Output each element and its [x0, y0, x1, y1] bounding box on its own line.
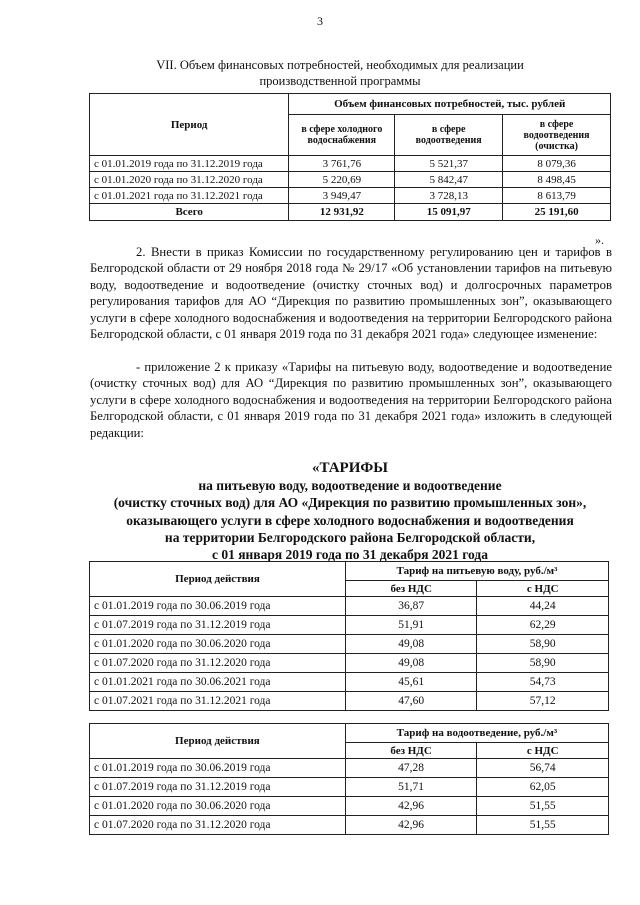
water-col-period: Период действия — [90, 562, 346, 597]
water-period: с 01.07.2020 года по 31.12.2020 года — [90, 654, 346, 673]
table-row — [90, 692, 609, 711]
wastewater-col-no-vat: без НДС — [345, 743, 477, 759]
wastewater-period: с 01.01.2020 года по 30.06.2020 года — [90, 797, 346, 816]
water-no-vat: 47,60 — [345, 692, 477, 711]
finance-cold: 3 761,76 — [289, 156, 395, 172]
tariffs-title-line3: (очистку сточных вод) для АО «Дирекция по развитию промышленных зон», — [113, 495, 587, 511]
wastewater-period: с 01.07.2020 года по 31.12.2020 года — [90, 816, 346, 835]
table-row — [90, 778, 609, 797]
water-col-group: Тариф на питьевую воду, руб./м³ — [345, 562, 608, 581]
finance-total-cleaning: 25 191,60 — [503, 204, 611, 221]
wastewater-period: с 01.01.2019 года по 30.06.2019 года — [90, 759, 346, 778]
water-col-no-vat: без НДС — [345, 581, 477, 597]
paragraph-appendix: - приложение 2 к приказу «Тарифы на питьевую воду, водоотведение и водоотведение (очистку сточных вод) для АО “Дирекция по развитию промышленных зон”, оказывающего услуги в сфере холодного водоснабжения и водоотведения на территории Белгородского района Белгородской области, с 01 января 2019 года по 31 декабря 2021 года» изложить в следующей редакции: — [90, 360, 612, 440]
water-no-vat: 51,91 — [345, 616, 477, 635]
table-row — [90, 597, 609, 616]
finance-cleaning: 8 498,45 — [503, 172, 611, 188]
tariffs-title-line5: на территории Белгородского района Белгородской области, — [164, 529, 536, 545]
paragraph-amendment: 2. Внести в приказ Комиссии по государственному регулированию цен и тарифов в Белгородской области от 29 ноября 2018 года № 29/17 «Об установлении тарифов на питьевую воду, водоотведение и водоотведение (очистку сточных вод) и долгосрочных параметров регулирования тарифов для АО “Дирекция по развитию промышленных зон”, оказывающего услуги в сфере холодного водоснабжения и водоотведения на территории Белгородского района Белгородской области, с 01 января 2019 года по 31 декабря 2021 года» следующее изменение: — [90, 245, 612, 342]
page-number: 3 — [317, 14, 323, 28]
finance-col-wastewater: в сфере водоотведения — [395, 115, 503, 156]
water-period: с 01.01.2019 года по 30.06.2019 года — [90, 597, 346, 616]
wastewater-period: с 01.07.2019 года по 31.12.2019 года — [90, 778, 346, 797]
wastewater-vat: 51,55 — [477, 816, 609, 835]
finance-total-label: Всего — [90, 204, 289, 221]
finance-cold: 3 949,47 — [289, 188, 395, 204]
finance-col-cleaning: в сфере водоотведения (очистка) — [503, 115, 611, 156]
tariffs-title-line4: оказывающего услуги в сфере холодного водоснабжения и водоотведения — [126, 512, 574, 528]
table-row — [90, 816, 609, 835]
wastewater-tariff-table — [89, 723, 609, 835]
water-period: с 01.01.2020 года по 30.06.2020 года — [90, 635, 346, 654]
finance-col-period: Период — [90, 94, 289, 156]
finance-period: с 01.01.2020 года по 31.12.2020 года — [90, 172, 289, 188]
finance-period: с 01.01.2019 года по 31.12.2019 года — [90, 156, 289, 172]
finance-total-cold: 12 931,92 — [289, 204, 395, 221]
finance-wastewater: 5 842,47 — [395, 172, 503, 188]
table-row — [90, 635, 609, 654]
table-row — [90, 616, 609, 635]
wastewater-col-vat: с НДС — [477, 743, 609, 759]
water-no-vat: 49,08 — [345, 654, 477, 673]
water-no-vat: 45,61 — [345, 673, 477, 692]
water-no-vat: 49,08 — [345, 635, 477, 654]
tariffs-title-line6: с 01 января 2019 года по 31 декабря 2021 года — [211, 547, 488, 563]
section-title-line1: VII. Объем финансовых потребностей, необходимых для реализации — [156, 58, 524, 72]
section-title — [60, 57, 620, 89]
water-period: с 01.01.2021 года по 30.06.2021 года — [90, 673, 346, 692]
tariffs-title — [60, 460, 640, 563]
wastewater-col-period: Период действия — [90, 724, 346, 759]
water-vat: 58,90 — [477, 635, 609, 654]
table-row — [90, 654, 609, 673]
wastewater-vat: 62,05 — [477, 778, 609, 797]
finance-wastewater: 3 728,13 — [395, 188, 503, 204]
closing-quote: ». — [595, 233, 604, 247]
finance-cleaning: 8 613,79 — [503, 188, 611, 204]
water-period: с 01.07.2021 года по 31.12.2021 года — [90, 692, 346, 711]
table-row — [90, 172, 611, 188]
wastewater-vat: 51,55 — [477, 797, 609, 816]
water-vat: 58,90 — [477, 654, 609, 673]
finance-cold: 5 220,69 — [289, 172, 395, 188]
water-no-vat: 36,87 — [345, 597, 477, 616]
table-row — [90, 797, 609, 816]
finance-col-group: Объем финансовых потребностей, тыс. рублей — [289, 94, 611, 115]
water-period: с 01.07.2019 года по 31.12.2019 года — [90, 616, 346, 635]
finance-period: с 01.01.2021 года по 31.12.2021 года — [90, 188, 289, 204]
wastewater-no-vat: 42,96 — [345, 797, 477, 816]
water-col-vat: с НДС — [477, 581, 609, 597]
finance-total-row — [90, 204, 611, 221]
finance-total-wastewater: 15 091,97 — [395, 204, 503, 221]
water-tariff-table — [89, 561, 609, 711]
finance-cleaning: 8 079,36 — [503, 156, 611, 172]
section-title-line2: производственной программы — [259, 74, 421, 88]
tariffs-title-line2: на питьевую воду, водоотведение и водоотведение — [198, 478, 502, 494]
water-vat: 57,12 — [477, 692, 609, 711]
table-row — [90, 673, 609, 692]
finance-col-cold: в сфере холодного водоснабжения — [289, 115, 395, 156]
finance-wastewater: 5 521,37 — [395, 156, 503, 172]
wastewater-no-vat: 47,28 — [345, 759, 477, 778]
wastewater-col-group: Тариф на водоотведение, руб./м³ — [345, 724, 608, 743]
wastewater-vat: 56,74 — [477, 759, 609, 778]
water-vat: 62,29 — [477, 616, 609, 635]
wastewater-no-vat: 51,71 — [345, 778, 477, 797]
tariffs-title-line1: «ТАРИФЫ — [311, 460, 389, 476]
finance-table — [89, 93, 611, 221]
water-vat: 44,24 — [477, 597, 609, 616]
wastewater-no-vat: 42,96 — [345, 816, 477, 835]
table-row — [90, 188, 611, 204]
table-row — [90, 156, 611, 172]
water-vat: 54,73 — [477, 673, 609, 692]
table-row — [90, 759, 609, 778]
